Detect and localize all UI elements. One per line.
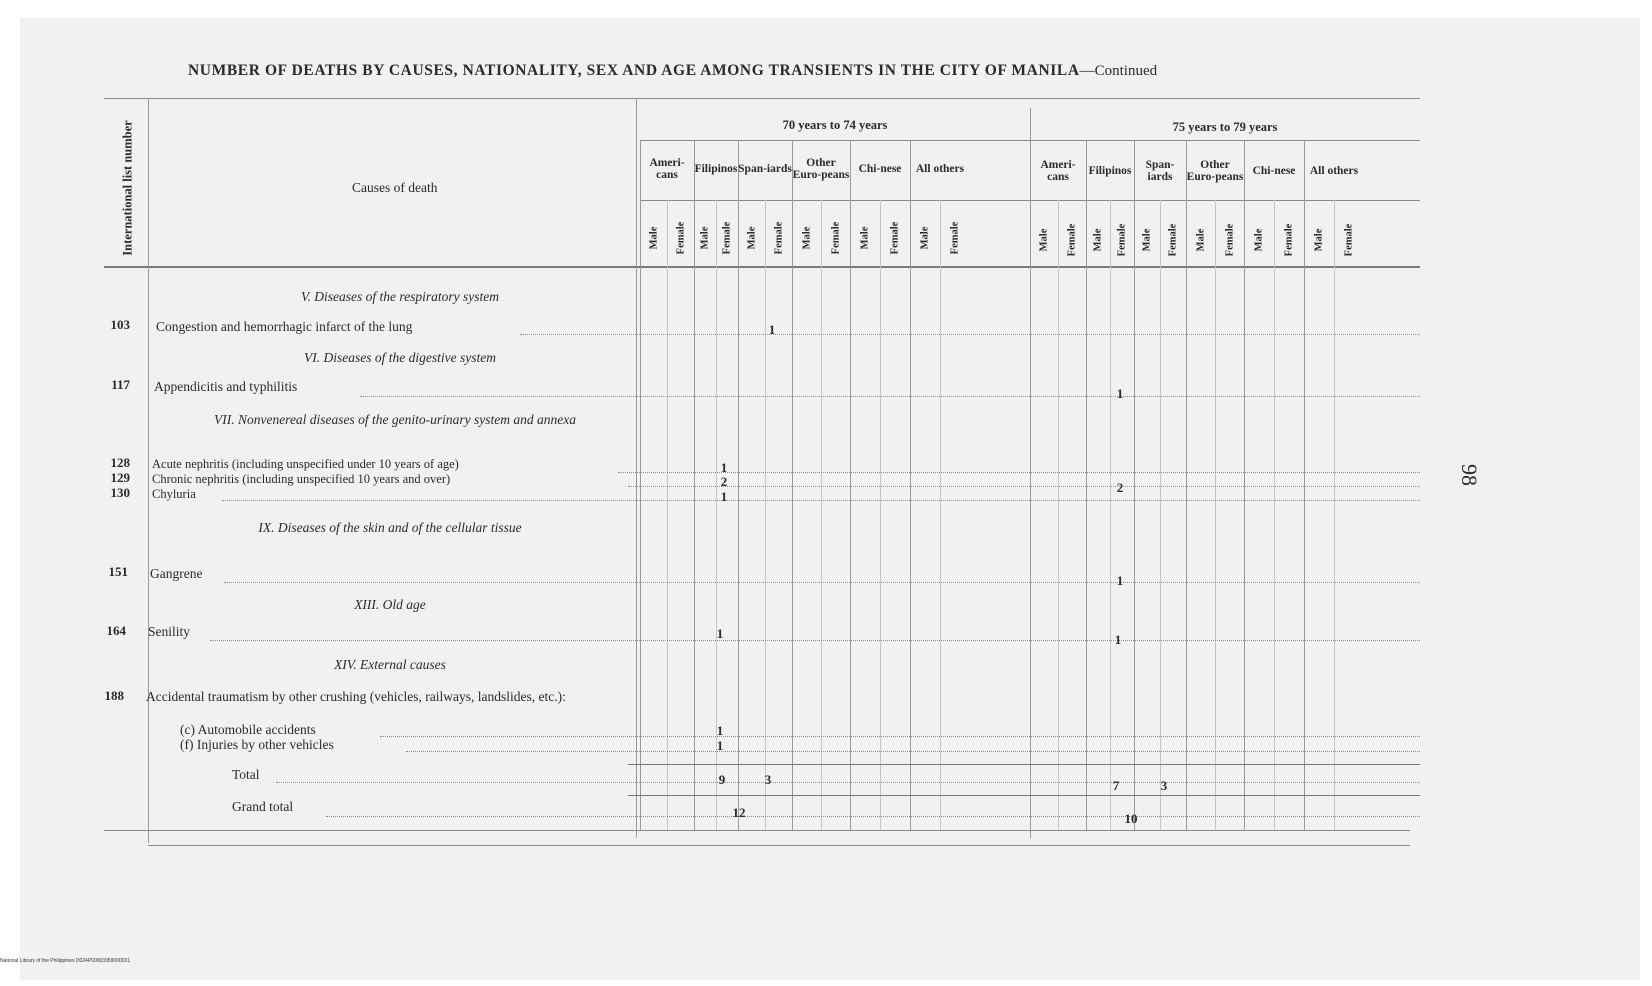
- header-bottom-rule: [104, 266, 1420, 268]
- grand-total-value: 10: [1124, 811, 1138, 826]
- column-divider: [1186, 140, 1187, 830]
- total-value: 9: [718, 772, 726, 787]
- table-title: [188, 62, 1428, 80]
- cell-value: 2: [1116, 480, 1124, 495]
- cell-value: 1: [716, 723, 724, 738]
- section-old-age: XIII. Old age: [354, 597, 426, 612]
- leader-dots: [360, 396, 1420, 397]
- total-value: 3: [764, 772, 772, 787]
- age-group-70-74: 70 years to 74 years: [782, 118, 888, 132]
- sex-header-male: Male: [1038, 228, 1050, 252]
- column-divider: [910, 140, 911, 830]
- nationality-header: Filipinos: [1088, 165, 1132, 177]
- cause-text: Chyluria: [152, 487, 196, 501]
- column-divider: [1304, 140, 1305, 830]
- total-rule: [628, 764, 1420, 765]
- nationality-header: Other Euro-peans: [1186, 159, 1244, 183]
- leader-dots: [628, 486, 1420, 487]
- cell-value: 1: [768, 322, 776, 337]
- age-group-75-79: 75 years to 79 years: [1172, 120, 1278, 134]
- intl-list-label: International list number: [120, 120, 135, 256]
- grand-rule: [628, 795, 1420, 796]
- section-digestive: VI. Diseases of the digestive system: [304, 350, 496, 365]
- total-value: 7: [1112, 778, 1120, 793]
- intl-list-header: [106, 108, 150, 268]
- sex-header-female: Female: [1224, 223, 1235, 257]
- leader-dots: [222, 500, 1420, 501]
- intl-number: 188: [104, 688, 124, 703]
- column-divider: [640, 140, 641, 830]
- cause-text: Acute nephritis (including unspecified under 10 years of age): [152, 457, 459, 471]
- cause-text: Congestion and hemorrhagic infarct of the lung: [156, 319, 413, 334]
- intl-number: 117: [111, 377, 130, 392]
- nationality-header: All others: [1309, 165, 1359, 177]
- cell-value: 1: [1116, 573, 1124, 588]
- cell-value: 1: [720, 489, 728, 504]
- sex-header-male: Male: [746, 226, 757, 250]
- intl-number: 128: [110, 455, 130, 470]
- leader-dots: [618, 472, 1420, 473]
- nationality-header: Ameri-cans: [649, 157, 685, 181]
- nationality-header: Span-iards: [738, 163, 792, 175]
- sex-header-male: Male: [1313, 228, 1325, 252]
- leader-dots: [406, 751, 1420, 752]
- leader-dots: [380, 736, 1420, 737]
- cell-value: 1: [716, 626, 724, 641]
- sex-header-female: Female: [721, 221, 733, 255]
- title-text: NUMBER OF DEATHS BY CAUSES, NATIONALITY, SEX AND AGE AMONG TRANSIENTS IN THE CITY OF MANILA: [188, 62, 1080, 79]
- intl-number: 151: [108, 564, 128, 579]
- nationality-header: Chi-nese: [858, 163, 902, 175]
- intl-number: 129: [110, 470, 130, 485]
- cell-value: 1: [720, 460, 728, 475]
- sex-header-male: Male: [1195, 228, 1206, 252]
- sex-header-male: Male: [919, 226, 931, 250]
- cause-text: [146, 689, 616, 704]
- section-respiratory: V. Diseases of the respiratory system: [301, 289, 499, 304]
- nationality-header: Filipinos: [694, 163, 738, 175]
- footer-credit: National Library of the Philippines D024P00003959000031: [0, 958, 131, 964]
- page-number: 98: [1457, 464, 1482, 486]
- intl-number: 103: [110, 317, 130, 332]
- column-divider: [1134, 140, 1135, 830]
- top-rule: [104, 98, 1420, 99]
- cause-text: Gangrene: [150, 566, 203, 581]
- sex-header-male: Male: [801, 226, 812, 250]
- sex-header-female: Female: [830, 221, 841, 255]
- column-divider: [694, 140, 695, 830]
- sex-header-female: Female: [889, 221, 901, 255]
- column-divider: [850, 140, 851, 830]
- sex-header-female: Female: [1066, 223, 1078, 257]
- column-divider: [1030, 140, 1031, 830]
- total-label: Total: [232, 767, 260, 782]
- cause-text: (f) Injuries by other vehicles: [180, 737, 334, 752]
- intl-number: 130: [110, 485, 130, 500]
- cause-text: Appendicitis and typhilitis: [154, 379, 298, 394]
- cause-text-188: Accidental traumatism by other crushing (vehicles, railways, landslides, etc.):: [146, 689, 566, 704]
- leader-dots: [276, 782, 1420, 783]
- cause-text: Chronic nephritis (including unspecified 10 years and over): [152, 472, 451, 486]
- nationality-header: Other Euro-peans: [792, 157, 850, 181]
- nationality-header: All others: [915, 163, 965, 175]
- column-divider: [792, 140, 793, 830]
- cell-value: 1: [1114, 632, 1122, 647]
- title-suffix: —Continued: [1079, 63, 1158, 79]
- sex-header-female: Female: [949, 221, 961, 255]
- nationality-header: Chi-nese: [1252, 165, 1296, 177]
- sex-header-male: Male: [648, 226, 659, 250]
- sex-header-female: Female: [675, 221, 686, 255]
- sex-header-male: Male: [699, 226, 711, 250]
- leader-dots: [326, 816, 1420, 817]
- sex-header-female: Female: [1343, 223, 1355, 257]
- grand-total-value: 12: [732, 805, 746, 820]
- causes-col-divider: [636, 98, 637, 838]
- sex-header-male: Male: [859, 226, 871, 250]
- cell-value: 1: [716, 738, 724, 753]
- leader-dots: [210, 640, 1420, 641]
- intl-number: 164: [106, 623, 126, 638]
- sex-header-female: Female: [773, 221, 784, 255]
- column-divider: [738, 140, 739, 830]
- section-genito-urinary: VII. Nonvenereal diseases of the genito-urinary system and annexa: [213, 412, 577, 427]
- cell-value: 1: [1116, 386, 1124, 401]
- causes-header: Causes of death: [352, 180, 438, 195]
- section-skin: IX. Diseases of the skin and of the cellular tissue: [258, 520, 522, 535]
- nationality-header: Ameri-cans: [1040, 159, 1076, 183]
- sex-header-male: Male: [1253, 228, 1265, 252]
- bottom-rule-2: [148, 845, 1410, 846]
- nationality-header: Span-iards: [1145, 159, 1175, 183]
- leader-dots: [520, 334, 1420, 335]
- sex-header-male: Male: [1092, 228, 1104, 252]
- total-value: 3: [1160, 778, 1168, 793]
- sex-header-female: Female: [1116, 223, 1128, 257]
- leader-dots: [224, 582, 1420, 583]
- section-external: XIV. External causes: [334, 657, 446, 672]
- cell-value: 2: [720, 474, 728, 489]
- sex-header-female: Female: [1167, 223, 1179, 257]
- column-divider: [1086, 140, 1087, 830]
- bottom-rule: [104, 830, 1410, 831]
- grand-total-label: Grand total: [232, 799, 294, 814]
- sex-header-male: Male: [1141, 228, 1153, 252]
- sex-header-female: Female: [1283, 223, 1295, 257]
- column-divider: [1244, 140, 1245, 830]
- cause-text: (c) Automobile accidents: [180, 722, 316, 737]
- cause-text: Senility: [148, 624, 191, 639]
